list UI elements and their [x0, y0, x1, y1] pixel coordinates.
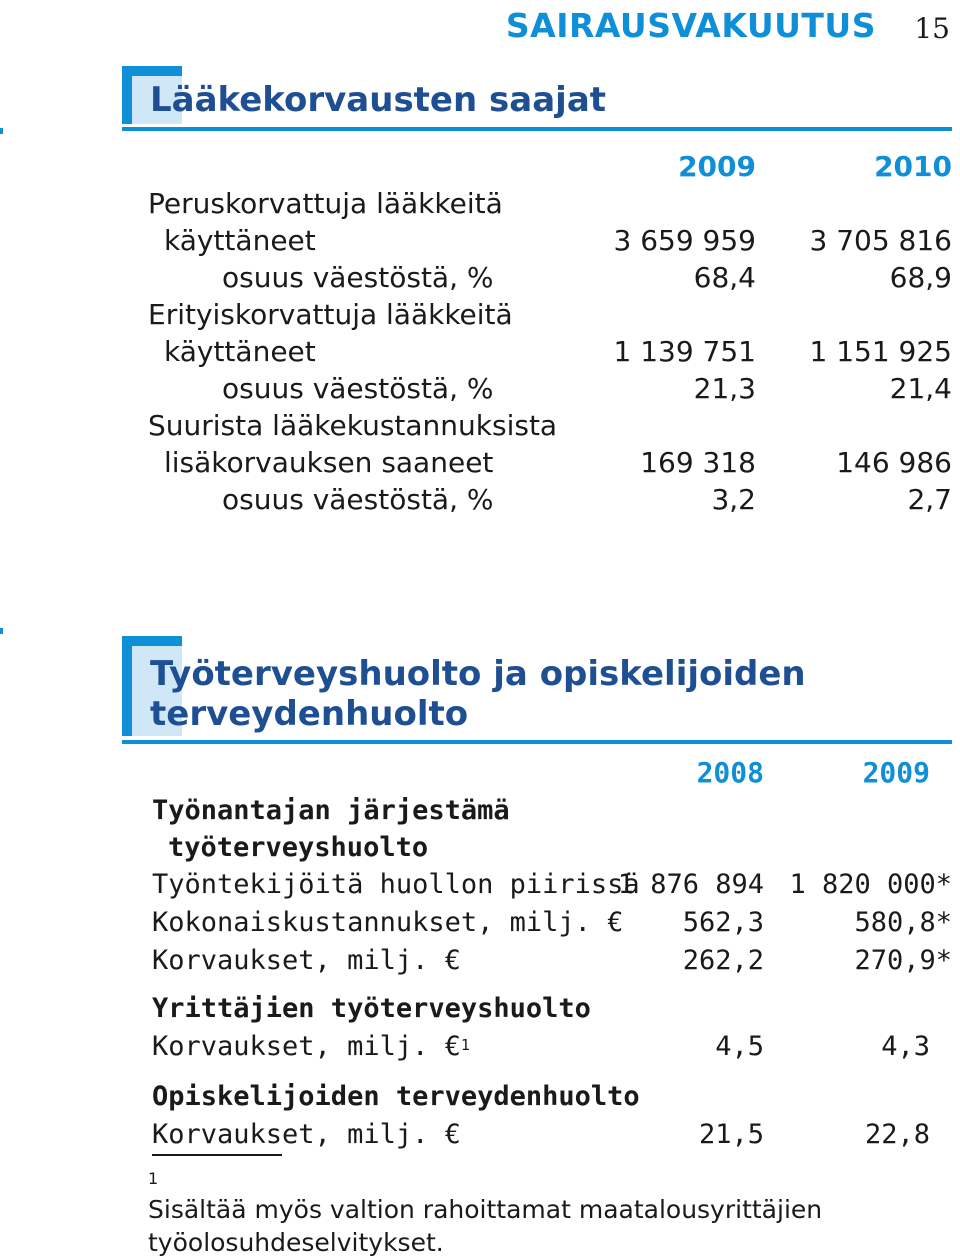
row-label: Peruskorvattuja lääkkeitä: [148, 187, 503, 220]
group-heading: Työnantajan järjestämä: [152, 795, 510, 826]
value-2009: 3,2: [711, 483, 756, 516]
value-2009: 169 318: [640, 446, 756, 479]
page-number: 15: [914, 12, 950, 45]
row-label: osuus väestöstä, %: [222, 261, 494, 294]
year-2009: 2009: [678, 150, 756, 183]
value-2008: 1 876 894: [617, 869, 764, 900]
table-row: [122, 1078, 952, 1116]
value-2010: 3 705 816: [809, 224, 952, 257]
row-label: Kokonaiskustannukset, milj. €: [152, 907, 624, 938]
value-2010: 2,7: [907, 483, 952, 516]
group-heading: Yrittäjien työterveyshuolto: [152, 993, 591, 1024]
section-title-line-2: terveydenhuolto: [150, 694, 469, 734]
table-row: [122, 222, 952, 259]
row-label: Korvaukset, milj. €: [152, 1119, 461, 1150]
section-title-line-1: Työterveyshuolto ja opiskelijoiden: [150, 654, 806, 694]
footnote: [148, 1160, 948, 1259]
row-label-text: Korvaukset, milj. €: [152, 1031, 461, 1062]
table-row: [122, 904, 952, 942]
value-2009: 22,8: [864, 1119, 930, 1150]
table-row: [122, 1028, 952, 1066]
footnote-text: Sisältää myös valtion rahoittamat maatalousyrittäjien työolosuhdeselvitykset.: [148, 1195, 823, 1257]
year-2008: 2008: [696, 756, 764, 789]
section-title: Lääkekorvausten saajat: [150, 80, 607, 120]
value-2009: 1 139 751: [613, 335, 756, 368]
value-2008: 21,5: [698, 1119, 764, 1150]
value-2009: 580,8*: [854, 907, 952, 938]
table-row: [122, 259, 952, 296]
row-label: osuus väestöstä, %: [222, 372, 494, 405]
table-row: [122, 370, 952, 407]
section-rule: [122, 127, 952, 131]
value-2009: 4,3: [881, 1031, 930, 1062]
year-header-row: [122, 148, 952, 185]
value-2009: 1 820 000*: [789, 869, 952, 900]
table-row: [122, 942, 952, 980]
value-2009: 3 659 959: [613, 224, 756, 257]
value-2009: 21,3: [693, 372, 756, 405]
row-label: Erityiskorvattuja lääkkeitä: [148, 298, 513, 331]
row-label: [152, 1028, 470, 1066]
table-row: [122, 296, 952, 333]
section-drug-reimbursement: [122, 66, 952, 526]
value-2010: 68,9: [889, 261, 952, 294]
table-row: [122, 990, 952, 1028]
year-header-row: [122, 754, 952, 792]
table-row: [122, 792, 952, 830]
table-row: [122, 444, 952, 481]
value-2010: 21,4: [889, 372, 952, 405]
group-heading: Opiskelijoiden terveydenhuolto: [152, 1081, 640, 1112]
row-label: käyttäneet: [164, 224, 316, 257]
table-row: [122, 407, 952, 444]
value-2010: 1 151 925: [809, 335, 952, 368]
row-label: Suurista lääkekustannuksista: [148, 409, 558, 442]
section-occupational-health: [122, 636, 952, 1150]
footnote-number: 1: [148, 1169, 159, 1188]
table-row: [122, 829, 952, 867]
row-label: käyttäneet: [164, 335, 316, 368]
row-label: lisäkorvauksen saaneet: [164, 446, 494, 479]
footnote-marker: 1: [460, 1036, 470, 1054]
margin-tick: [0, 628, 3, 634]
row-label: osuus väestöstä, %: [222, 483, 494, 516]
section-rule: [122, 740, 952, 744]
running-header-title: SAIRAUSVAKUUTUS: [505, 6, 876, 45]
table-row: [122, 866, 952, 904]
group-heading: työterveyshuolto: [168, 832, 429, 863]
table-row: [122, 185, 952, 222]
table-row: [122, 333, 952, 370]
margin-tick: [0, 128, 3, 134]
value-2008: 562,3: [682, 907, 764, 938]
year-2010: 2010: [874, 150, 952, 183]
table-row: [122, 1116, 952, 1154]
value-2009: 68,4: [693, 261, 756, 294]
row-label: Korvaukset, milj. €: [152, 945, 461, 976]
value-2010: 146 986: [836, 446, 952, 479]
value-2008: 262,2: [682, 945, 764, 976]
footnote-rule: [152, 1154, 282, 1156]
row-label: Työntekijöitä huollon piirissä: [152, 869, 640, 900]
value-2009: 270,9*: [854, 945, 952, 976]
value-2008: 4,5: [715, 1031, 764, 1062]
table-row: [122, 481, 952, 518]
year-2009: 2009: [862, 756, 930, 789]
